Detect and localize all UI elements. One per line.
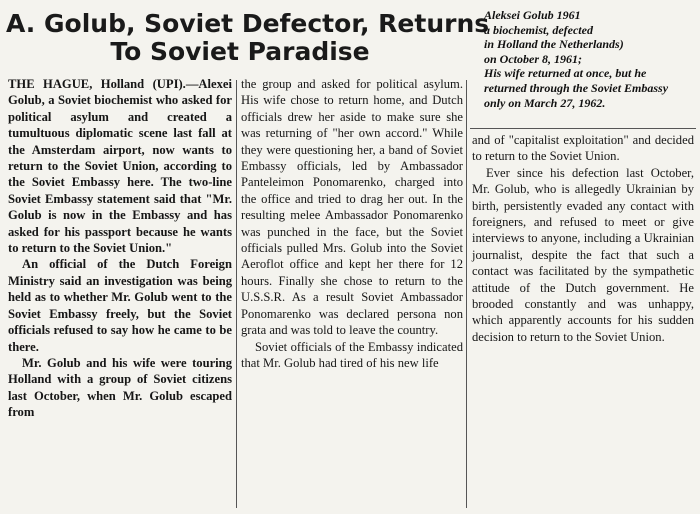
article-paragraph: Ever since his defection last October, Mr. Golub, who is allegedly Ukrainian by birth, persistently evaded any contact with foreigners, and refused to meet or give interviews to anyone, including a Ukrainian journalist, despite the fact that such a contact was facilitated by the sympathetic attitude of the Dutch government. He brooded constantly and was unhappy, which apparently accounts for his sudden decision to return to the Soviet Union. <box>472 165 694 344</box>
column-divider <box>466 80 467 508</box>
side-note-line: returned through the Soviet Embassy <box>484 80 669 95</box>
article-column-1 <box>8 76 232 421</box>
side-note-line: only on March 27, 1962. <box>484 95 606 110</box>
article-paragraph: An official of the Dutch Foreign Ministry said an investigation was being held as to whether Mr. Golub went to the Soviet Embassy freely, but the Soviet officials refused to say how he came to be there. <box>8 257 232 354</box>
article-paragraph: THE HAGUE, Holland (UPI).—Alexei Golub, a Soviet biochemist who asked for political asylum and created a tumultuous diplomatic scene last fall at the Amsterdam airport, now wants to return to the Soviet Union, according to the Soviet Embassy here. The two-line Soviet Embassy statement said that "Mr. Golub is now in the Embassy and has asked for his passport because he wants to return to the Soviet Union." <box>8 77 232 256</box>
side-note-line: Aleksei Golub 1961 <box>484 8 581 22</box>
side-note-line: in Holland the Netherlands) <box>484 37 624 52</box>
headline <box>6 9 490 66</box>
column-divider <box>470 128 696 129</box>
article-paragraph: and of "capitalist exploitation" and decided to return to the Soviet Union. <box>472 133 694 164</box>
article-paragraph: the group and asked for political asylum. His wife chose to return home, and Dutch officials drew her aside to make sure she was returning of "her own accord." While they were questioning her, a band of Soviet Embassy officials, led by Ambassador Panteleimon Ponomarenko, charged into the office and tried to drag her out. In the resulting melee Ambassador Ponomarenko was punched in the face, but the Soviet officials pulled Mrs. Golub into the Soviet Aeroflot office and kept her there for 12 hours. Finally she chose to return to the U.S.S.R. As a result Soviet Ambassador Ponomarenko was declared persona non grata and was told to leave the country. <box>241 77 463 338</box>
side-note-line: His wife returned at once, but he <box>484 66 647 81</box>
side-note-line: a biochemist, defected <box>484 22 593 37</box>
side-note-line: on October 8, 1961; <box>484 51 582 66</box>
headline-line-1: A. Golub, Soviet Defector, Returns <box>6 9 490 38</box>
column-divider <box>236 80 237 508</box>
article-paragraph: Mr. Golub and his wife were touring Holland with a group of Soviet citizens last October, when Mr. Golub escaped from <box>8 355 232 420</box>
article-column-2 <box>241 76 463 371</box>
article-paragraph: Soviet officials of the Embassy indicated that Mr. Golub had tired of his new life <box>241 339 463 370</box>
headline-line-2: To Soviet Paradise <box>110 37 370 66</box>
side-note <box>484 8 696 110</box>
article-column-3 <box>472 132 694 345</box>
